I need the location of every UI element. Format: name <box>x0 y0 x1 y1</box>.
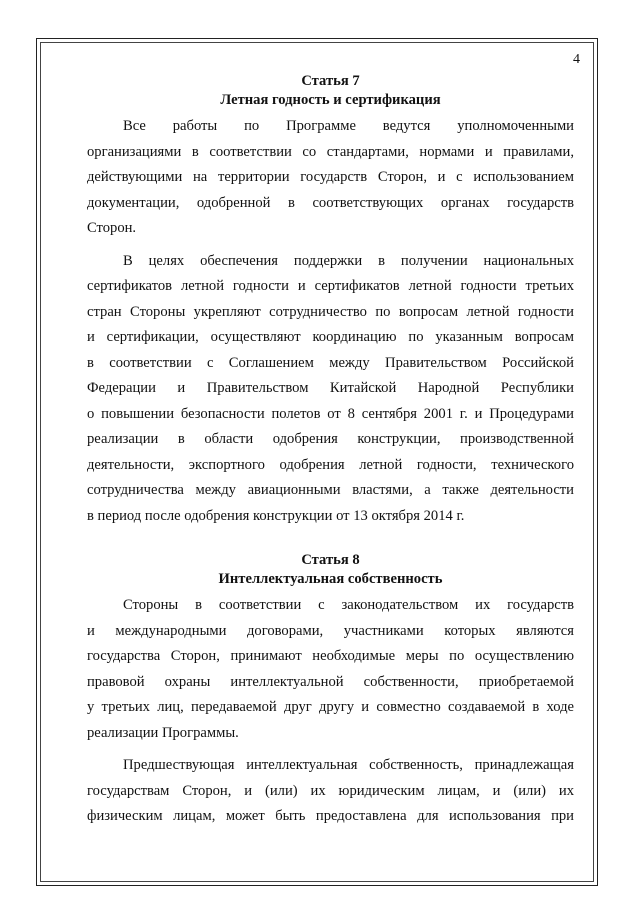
text-line: и сертификации, осуществляют координацию по указанным вопросам <box>87 329 574 345</box>
text-line: о повышении безопасности полетов от 8 сентября 2001 г. и Процедурами <box>87 405 574 422</box>
document-body <box>87 72 574 830</box>
text-line: Сторон. <box>87 220 137 236</box>
paragraph <box>87 753 574 830</box>
article-title: Интеллектуальная собственность <box>218 571 443 587</box>
paragraph <box>87 249 574 530</box>
text-line: Все работы по Программе ведутся уполномоченными <box>123 118 574 134</box>
text-line: стран Стороны укрепляют сотрудничество по вопросам летной годности <box>87 303 574 320</box>
text-line: сотрудничества между авиационными властями, а также деятельности <box>87 482 574 498</box>
text-line: организациями в соответствии со стандартами, нормами и правилами, <box>87 143 574 160</box>
article-title: Летная годность и сертификация <box>220 92 441 108</box>
text-line: Федерации и Правительством Китайской Народной Республики <box>87 380 574 396</box>
article-8 <box>87 551 574 830</box>
article-7 <box>87 72 574 529</box>
text-line: реализации Программы. <box>87 724 239 741</box>
text-line: государствам Сторон, и (или) их юридическим лицам, и (или) их <box>87 782 574 799</box>
text-line: физическим лицам, может быть предоставлена для использования при <box>87 808 574 824</box>
text-line: Предшествующая интеллектуальная собственность, принадлежащая <box>123 757 574 773</box>
text-line: сертификатов летной годности и сертификатов летной годности третьих <box>87 278 574 294</box>
text-line: реализации в области одобрения конструкции, производственной <box>87 431 574 447</box>
paragraph <box>87 114 574 242</box>
text-line: документации, одобренной в соответствующих органах государств <box>87 194 574 211</box>
text-line: Стороны в соответствии с законодательством их государств <box>123 597 574 613</box>
text-line: в период после одобрения конструкции от 13 октября 2014 г. <box>87 507 465 524</box>
text-line: правовой охраны интеллектуальной собственности, приобретаемой <box>87 673 574 690</box>
text-line: в соответствии с Соглашением между Правительством Российской <box>87 354 574 371</box>
text-line: у третьих лиц, передаваемой друг другу и совместно создаваемой в ходе <box>87 699 574 715</box>
article-heading: Статья 7 <box>301 73 360 89</box>
text-line: и международными договорами, участниками которых являются <box>87 622 574 639</box>
text-line: деятельности, экспортного одобрения летной годности, технического <box>87 456 574 473</box>
paragraph <box>87 593 574 746</box>
article-heading: Статья 8 <box>301 552 360 568</box>
text-line: государства Сторон, принимают необходимые меры по осуществлению <box>87 648 574 664</box>
text-line: В целях обеспечения поддержки в получении национальных <box>123 252 574 269</box>
page-number: 4 <box>573 52 580 67</box>
text-line: действующими на территории государств Сторон, и с использованием <box>87 169 574 185</box>
